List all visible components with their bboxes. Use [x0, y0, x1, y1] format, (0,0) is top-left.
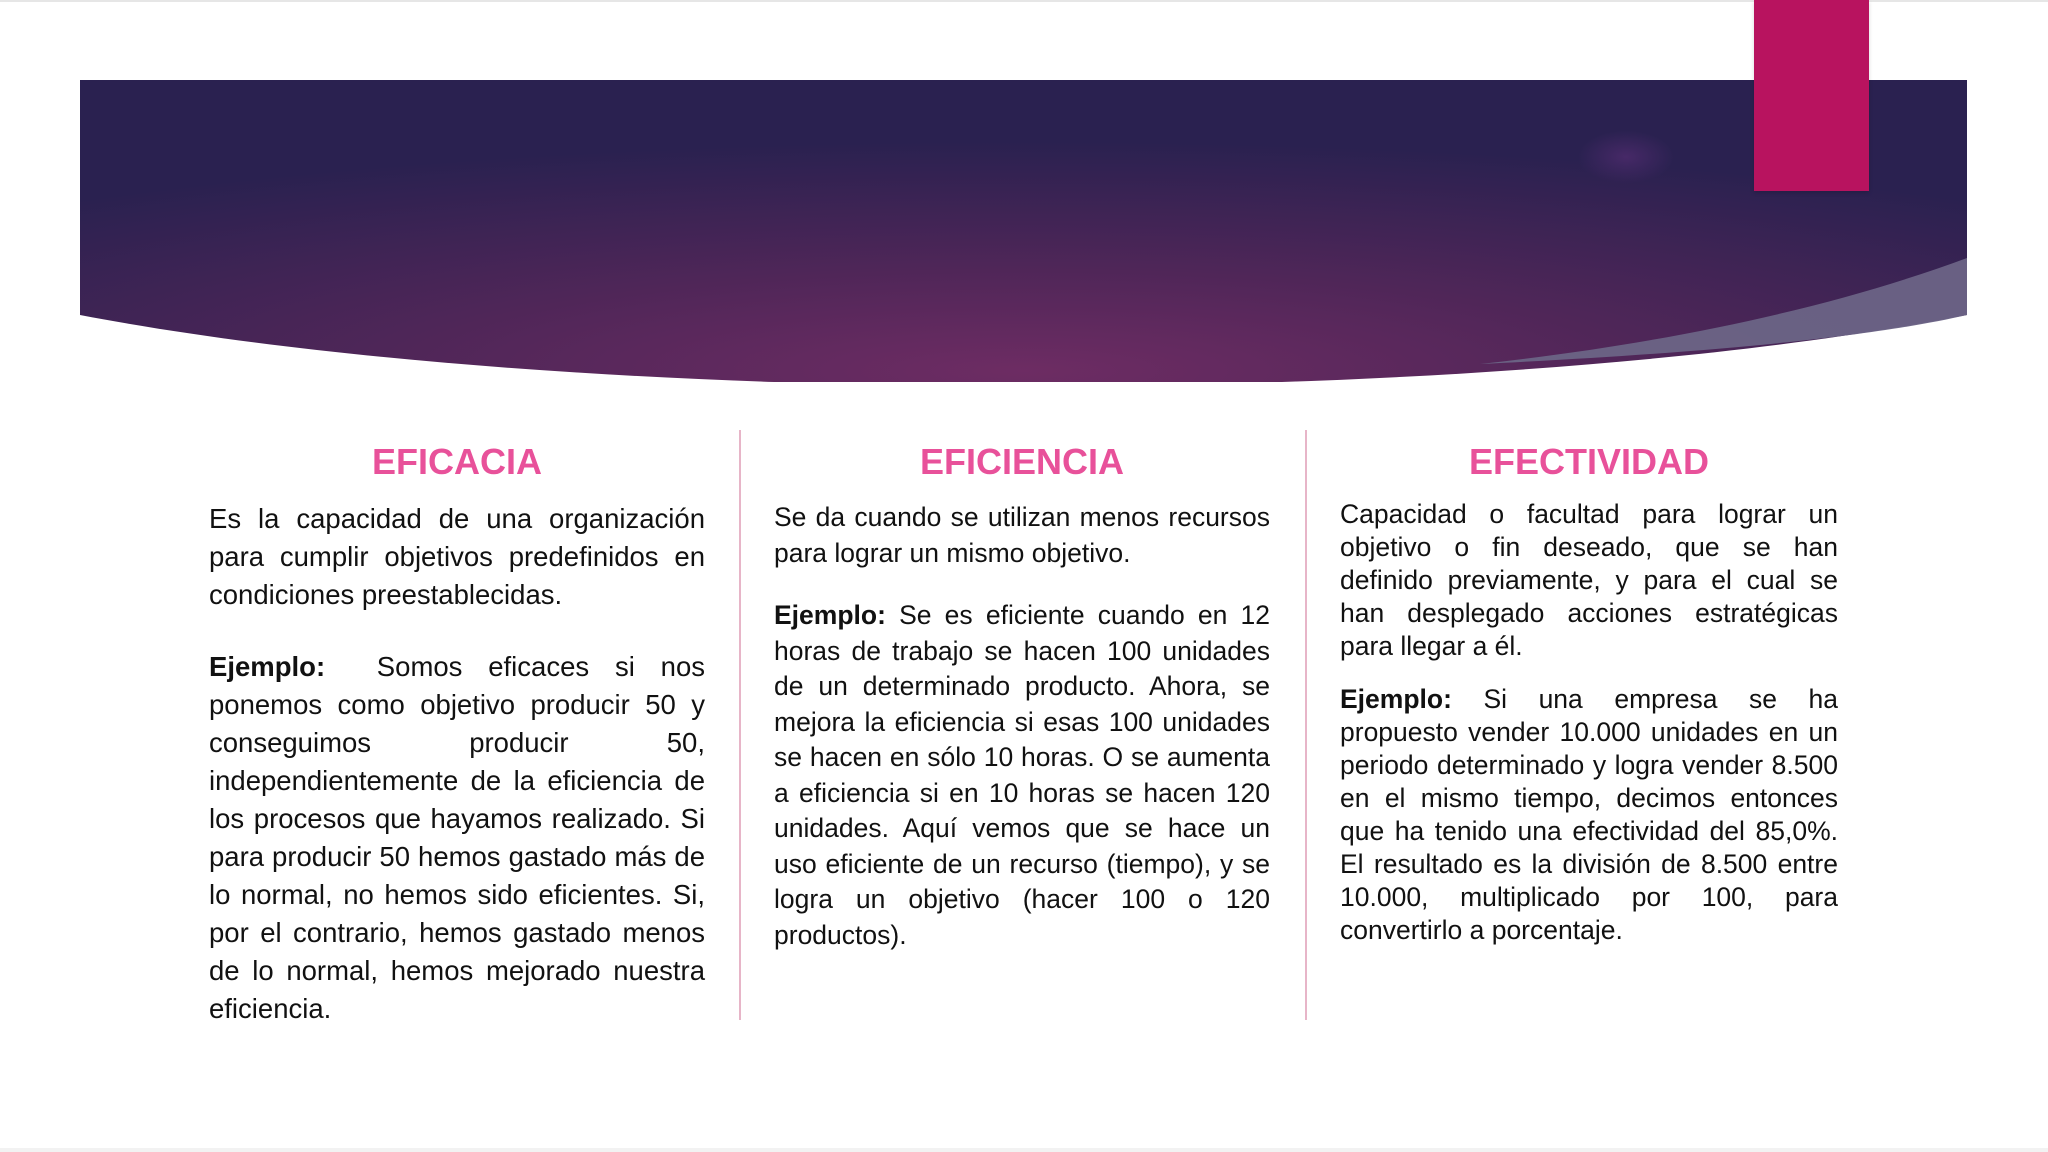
example-label: Ejemplo:: [1340, 684, 1452, 714]
example-paragraph: [774, 598, 1270, 953]
example-paragraph: [1340, 683, 1838, 947]
accent-tab: [1754, 0, 1869, 191]
column-divider: [1305, 430, 1307, 1020]
column-efectividad: [1340, 430, 1838, 947]
column-title: EFICIENCIA: [919, 441, 1124, 482]
top-border: [0, 0, 2048, 2]
example-text: Se es eficiente cuando en 12 horas de trabajo se hacen 100 unidades de un determinado producto. Ahora, se mejora la eficiencia si esas 100 unidades se hacen en sólo 10 horas. O se aumenta a eficiencia si en 10 horas se hacen 120 unidades. Aquí vemos que se hace un uso eficiente de un recurso (tiempo), y se logra un objetivo (hacer 100 o 120 productos).: [774, 600, 1270, 950]
definition-text: Se da cuando se utilizan menos recursos para lograr un mismo objetivo.: [774, 502, 1270, 568]
column-title: EFECTIVIDAD: [1468, 441, 1709, 482]
definition-text: Capacidad o facultad para lograr un objetivo o fin deseado, que se han definido previamente, y para el cual se han desplegado acciones estratégicas para llegar a él.: [1340, 499, 1838, 661]
column-eficacia: [209, 430, 713, 1028]
bottom-border: [0, 1148, 2048, 1152]
column-divider: [739, 430, 741, 1020]
example-paragraph: [209, 648, 713, 1028]
header-banner: [80, 80, 1967, 382]
example-label: Ejemplo:: [774, 600, 886, 630]
example-label: Ejemplo:: [209, 651, 326, 682]
example-text: Somos eficaces si nos ponemos como objetivo producir 50 y conseguimos producir 50, independientemente de la eficiencia de los procesos que hayamos realizado. Si para producir 50 hemos gastado más de lo normal, no hemos sido eficientes. Si, por el contrario, hemos gastado menos de lo normal, hemos mejorado nuestra eficiencia.: [209, 651, 713, 1024]
column-eficiencia: [774, 430, 1270, 953]
example-text: Si una empresa se ha propuesto vender 10.000 unidades en un periodo determinado y logra vender 8.500 en el mismo tiempo, decimos entonces que ha tenido una efectividad del 85,0%. El resultado es la división de 8.500 entre 10.000, multiplicado por 100, para convertirlo a porcentaje.: [1340, 684, 1838, 945]
definition-text: Es la capacidad de una organización para cumplir objetivos predefinidos en condiciones preestablecidas.: [209, 503, 705, 610]
column-title: EFICACIA: [372, 441, 542, 482]
